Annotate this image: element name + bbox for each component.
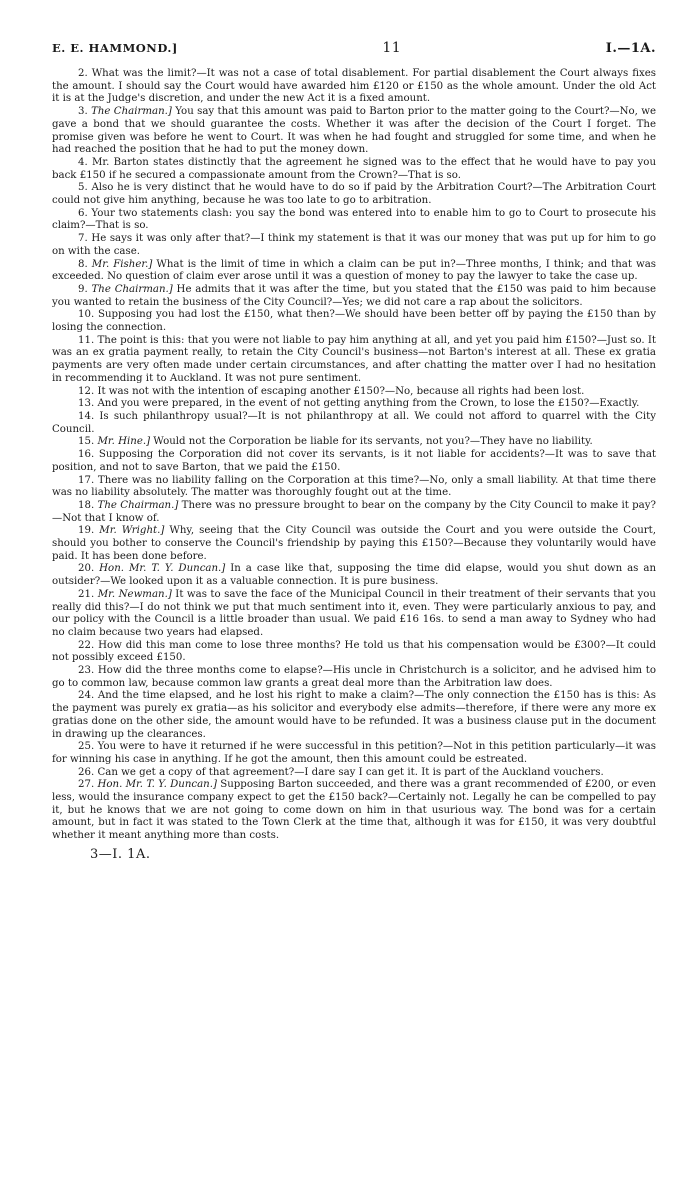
question-number: 3.	[78, 106, 92, 118]
question-text: Can we get a copy of that agreement?—I dare say I can get it. It is part of the Auckland vouchers.	[97, 766, 604, 778]
question-paragraph	[52, 525, 656, 563]
question-text: What is the limit of time in which a claim can be put in?—Three months, I think; and that was exceeded. No question of claim ever arose until it was a question of money to pay the lawyer to take the case up.	[52, 258, 657, 283]
question-paragraph	[52, 284, 656, 309]
question-number: 13.	[78, 398, 98, 410]
question-text: Is such philanthropy usual?—It is not philanthropy at all. We could not afford to quarrel with the City Council.	[52, 410, 656, 435]
question-paragraph	[52, 106, 656, 157]
question-number: 15.	[78, 436, 98, 448]
question-paragraph	[52, 157, 656, 182]
question-paragraph	[52, 182, 656, 207]
question-number: 11.	[78, 334, 98, 346]
question-number: 22.	[78, 639, 99, 651]
question-text: He says it was only after that?—I think my statement is that it was our money that was put up for him to go on with the case.	[52, 233, 656, 257]
question-paragraph	[52, 767, 656, 780]
speaker-name: Hon. Mr. T. Y. Duncan.]	[97, 779, 217, 791]
question-text: Why, seeing that the City Council was outside the Court and you were outside the Court, should you bother to conserve the Council's friendship by paying this £150?—Because they voluntarily would have paid. It has been done before.	[52, 525, 656, 562]
question-text: In a case like that, supposing the time did elapse, would you shut down as an outsider?—We looked upon it as a valuable connection. It is pure business.	[52, 563, 657, 588]
question-paragraph	[52, 563, 656, 588]
question-number: 10.	[78, 309, 98, 321]
question-paragraph	[52, 398, 656, 411]
question-number: 19.	[78, 525, 100, 537]
question-number: 27.	[78, 779, 98, 791]
question-paragraph	[52, 259, 656, 284]
question-number: 24.	[78, 690, 98, 702]
question-paragraph	[52, 665, 656, 690]
question-number: 8.	[78, 258, 92, 270]
question-paragraph	[52, 779, 656, 843]
question-number: 25.	[78, 741, 98, 753]
question-number: 21.	[78, 588, 98, 600]
question-number: 23.	[78, 665, 98, 677]
speaker-name: The Chairman.]	[91, 106, 172, 118]
page-header	[52, 40, 656, 56]
question-text: Mr. Barton states distinctly that the agreement he signed was to the effect that he would have to pay you back £150 if he secured a compassionate amount from the Crown?—That is so.	[52, 156, 657, 181]
question-text: You say that this amount was paid to Barton prior to the matter going to the Court?—No, we gave a bond that we should guarantee the costs. Whether it was after the decision of the Court I forget. The promise given was before he went to Court. It was when he had fought and struggled for some time, and when he had reached the position that he had to put the money down.	[52, 106, 656, 156]
question-text: It was to save the face of the Municipal Council in their treatment of their servants that you really did this?—I do not think we put that much sentiment into it, even. They were particularly anxious to pay, and our policy with the Council is a little broader than usual. We paid £16 16s. to send a man away to Sydney who had no claim because two years had elapsed.	[52, 588, 656, 638]
speaker-name: The Chairman.]	[97, 499, 179, 511]
question-number: 6.	[78, 207, 92, 219]
question-number: 18.	[78, 499, 98, 511]
question-paragraph	[52, 386, 656, 399]
question-text: How did the three months come to elapse?—His uncle in Christchurch is a solicitor, and he advised him to go to common law, because common law grants a great deal more than the Arbitration law does.	[52, 665, 656, 689]
question-text: Supposing you had lost the £150, what then?—We should have been better off by paying the £150 than by losing the connection.	[52, 309, 656, 334]
question-number: 14.	[78, 410, 100, 422]
header-witness: E. E. HAMMOND.]	[52, 41, 178, 55]
question-text: He admits that it was after the time, but you stated that the £150 was paid to him because you wanted to retain the business of the City Council?—Yes; we did not care a rap about the solicitors.	[52, 283, 656, 308]
speaker-name: Mr. Wright.]	[99, 525, 165, 537]
question-text: You were to have it returned if he were successful in this petition?—Not in this petition particularly—it was for winning his case in anything. If he got the amount, then this amount could be estreated.	[52, 741, 656, 765]
question-paragraph	[52, 500, 656, 525]
question-text: How did this man come to lose three months? He told us that his compensation would be £300?—It could not possibly exceed £150.	[52, 639, 656, 664]
question-text: There was no pressure brought to bear on the company by the City Council to make it pay?—Not that I know of.	[52, 499, 656, 524]
speaker-name: Mr. Hine.]	[97, 436, 151, 448]
question-number: 17.	[78, 474, 98, 486]
question-text: Would not the Corporation be liable for its servants, not you?—They have no liability.	[150, 436, 593, 448]
signature-mark: 3—I. 1A.	[90, 846, 151, 862]
speaker-name: Mr. Fisher.]	[91, 258, 153, 270]
question-text: There was no liability falling on the Corporation at this time?—No, only a small liability. At that time there was no liability absolutely. The matter was thoroughly fought out at the time.	[52, 474, 656, 499]
speaker-name: Hon. Mr. T. Y. Duncan.]	[99, 563, 226, 575]
question-paragraph	[52, 449, 656, 474]
question-paragraph	[52, 233, 656, 258]
question-text: And the time elapsed, and he lost his right to make a claim?—The only connection the £150 has is this: As the payment was purely ex gratia—as his solicitor and everybody else admits—therefore, if there were any more ex gratias done on the other side, the amount would have to be refunded. It was a business clause put in the document in drawing up the clearances.	[52, 690, 656, 740]
question-paragraph	[52, 589, 656, 640]
question-text: The point is this: that you were not liable to pay him anything at all, and yet you paid him £150?—Just so. It was an ex gratia payment really, to retain the City Council's business—not Barton's interest at all. These ex gratia payments are very often made under certain circumstances, and after chatting the matter over I had no hesitation in recommending it to Auckland. It was not pure sentiment.	[52, 334, 656, 384]
question-text: Your two statements clash: you say the bond was entered into to enable him to go to Court to prosecute his claim?—That is so.	[52, 207, 656, 232]
question-text: Supposing the Corporation did not cover its servants, is it not liable for accidents?—It was to save that position, and not to save Barton, that we paid the £150.	[52, 449, 656, 473]
question-number: 2.	[78, 68, 92, 79]
question-paragraph	[52, 436, 656, 449]
question-paragraph	[52, 741, 656, 766]
question-number: 5.	[78, 182, 92, 194]
question-text: It was not with the intention of escaping another £150?—No, because all rights had been lost.	[97, 385, 585, 397]
question-paragraph	[52, 690, 656, 741]
question-paragraph	[52, 208, 656, 233]
speaker-name: Mr. Newman.]	[97, 588, 172, 600]
speaker-name: The Chairman.]	[91, 283, 173, 295]
header-reference: I.—1A.	[605, 41, 656, 56]
question-paragraph	[52, 475, 656, 500]
question-number: 26.	[78, 766, 98, 778]
question-paragraph	[52, 640, 656, 665]
question-paragraph	[52, 68, 656, 106]
question-paragraph	[52, 309, 656, 334]
question-paragraph	[52, 335, 656, 386]
question-number: 9.	[78, 283, 92, 295]
document-body	[52, 68, 656, 843]
question-number: 4.	[78, 156, 92, 168]
question-number: 20.	[78, 563, 100, 575]
question-text: Supposing Barton succeeded, and there was a grant recommended of £200, or even less, would the insurance company expect to get the £150 back?—Certainly not. Legally he can be compelled to pay it, but he knows that we are not going to come down on him in that usurious way. The bond was for a certain amount, but in fact it was stated to the Town Clerk at the time that, although it was for £150, it was very doubtful whether it meant anything more than costs.	[52, 779, 656, 842]
question-text: What was the limit?—It was not a case of total disablement. For partial disablement the Court always fixes the amount. I should say the Court would have awarded him £120 or £150 as the whole amount. Under the old Act it is at the Judge's discretion, and under the new Act it is a fixed amount.	[52, 68, 656, 105]
question-paragraph	[52, 411, 656, 436]
question-number: 7.	[78, 233, 92, 245]
question-number: 12.	[78, 385, 98, 397]
question-number: 16.	[78, 449, 99, 461]
question-text: Also he is very distinct that he would have to do so if paid by the Arbitration Court?—The Arbitration Court could not give him anything, because he was too late to go to arbitration.	[52, 182, 656, 207]
page-number: 11	[382, 40, 402, 56]
question-text: And you were prepared, in the event of not getting anything from the Crown, to lose the £150?—Exactly.	[97, 398, 640, 410]
